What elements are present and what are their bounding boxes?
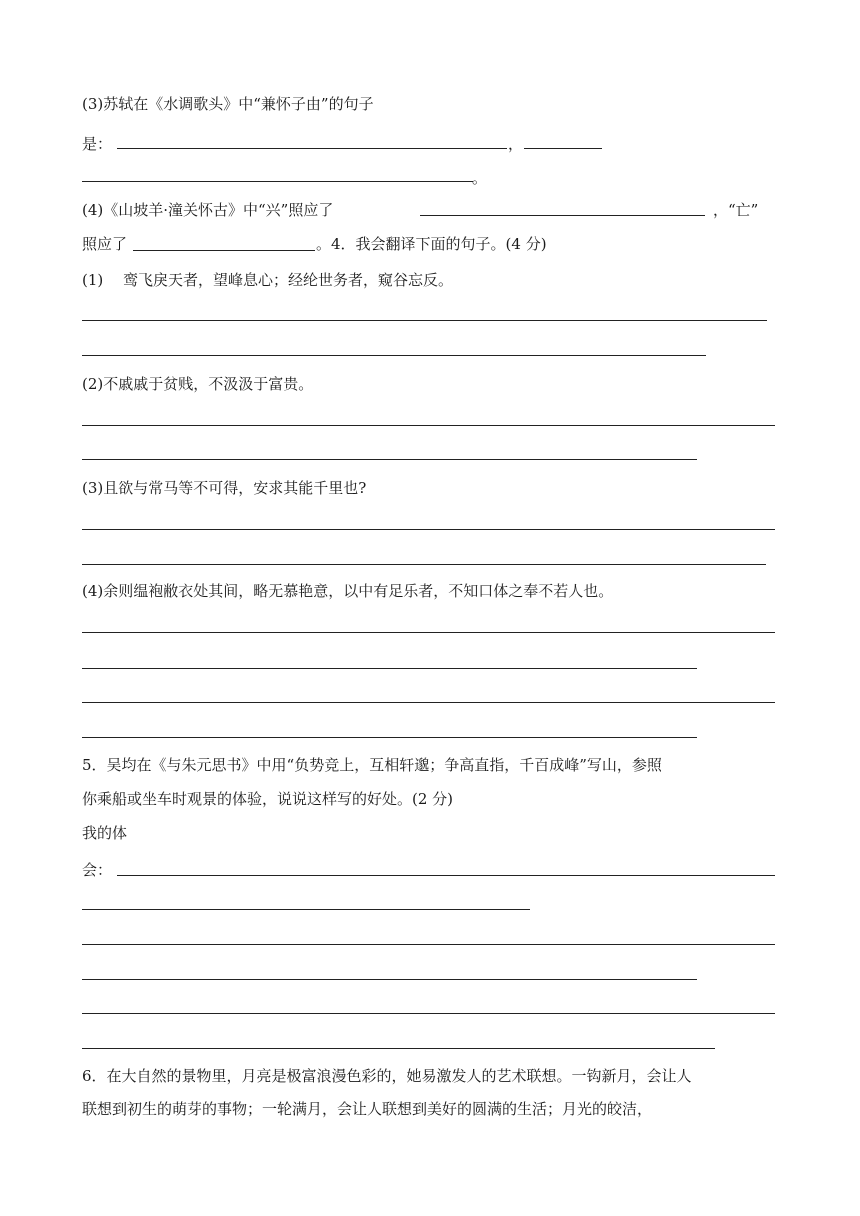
q5-answer-prefix: 会： — [82, 861, 113, 879]
q4-2-answer-line-1[interactable] — [82, 425, 775, 426]
q3-3-prompt: (3)苏轼在《水调歌头》中“兼怀子由”的句子 — [82, 95, 374, 113]
q3-3-period: 。 — [472, 169, 488, 187]
q3-3-answer-prefix: 是： — [82, 135, 113, 153]
q4-1-answer-line-1[interactable] — [82, 320, 767, 321]
q5-answer-line-1[interactable] — [117, 875, 775, 876]
q4-3-answer-line-1[interactable] — [82, 529, 775, 530]
q5-answer-line-2[interactable] — [82, 909, 530, 910]
q3-4-line2-prefix: 照应了 — [82, 235, 128, 253]
q5-answer-label: 我的体 — [82, 824, 128, 842]
q5-prompt-line-1: 5．吴均在《与朱元思书》中用“负势竞上，互相轩邈；争高直指，千百成峰”写山，参照 — [82, 756, 662, 774]
q4-4-answer-line-4[interactable] — [82, 737, 697, 738]
q3-3-answer-blank-3[interactable] — [82, 181, 473, 182]
q5-answer-line-5[interactable] — [82, 1013, 775, 1014]
q5-answer-line-4[interactable] — [82, 979, 697, 980]
q6-prompt-line-1: 6．在大自然的景物里，月亮是极富浪漫色彩的，她易激发人的艺术联想。一钩新月，会让人 — [82, 1067, 692, 1085]
q4-heading: 。4．我会翻译下面的句子。(4 分) — [316, 235, 547, 253]
q6-prompt-line-2: 联想到初生的萌芽的事物；一轮满月，会让人联想到美好的圆满的生活；月光的皎洁， — [82, 1100, 653, 1118]
q4-2-answer-line-2[interactable] — [82, 459, 697, 460]
q3-4-answer-blank-1[interactable] — [420, 215, 705, 216]
q4-sentence-3: (3)且欲与常马等不可得，安求其能千里也? — [82, 479, 367, 497]
q4-4-answer-line-1[interactable] — [82, 632, 775, 633]
q4-3-answer-line-2[interactable] — [82, 564, 766, 565]
q4-sentence-4: (4)余则缊袍敝衣处其间，略无慕艳意，以中有足乐者，不知口体之奉不若人也。 — [82, 582, 614, 600]
q3-3-answer-blank-1[interactable] — [117, 148, 507, 149]
q3-4-prompt-suffix: ，“亡” — [713, 201, 759, 219]
q5-answer-line-3[interactable] — [82, 944, 775, 945]
q3-3-answer-blank-2[interactable] — [524, 148, 602, 149]
q4-4-answer-line-3[interactable] — [82, 702, 775, 703]
q4-4-answer-line-2[interactable] — [82, 668, 697, 669]
q3-3-comma: ， — [508, 135, 524, 153]
q5-answer-line-6[interactable] — [82, 1048, 715, 1049]
q4-sentence-1: (1) 鸾飞戾天者，望峰息心；经纶世务者，窥谷忘反。 — [82, 271, 454, 289]
q3-4-answer-blank-2[interactable] — [133, 250, 315, 251]
q4-1-answer-line-2[interactable] — [82, 355, 706, 356]
q4-sentence-2: (2)不戚戚于贫贱，不汲汲于富贵。 — [82, 375, 314, 393]
q5-prompt-line-2: 你乘船或坐车时观景的体验，说说这样写的好处。(2 分) — [82, 790, 454, 808]
q3-4-prompt: (4)《山坡羊·潼关怀古》中“兴”照应了 — [82, 201, 334, 219]
